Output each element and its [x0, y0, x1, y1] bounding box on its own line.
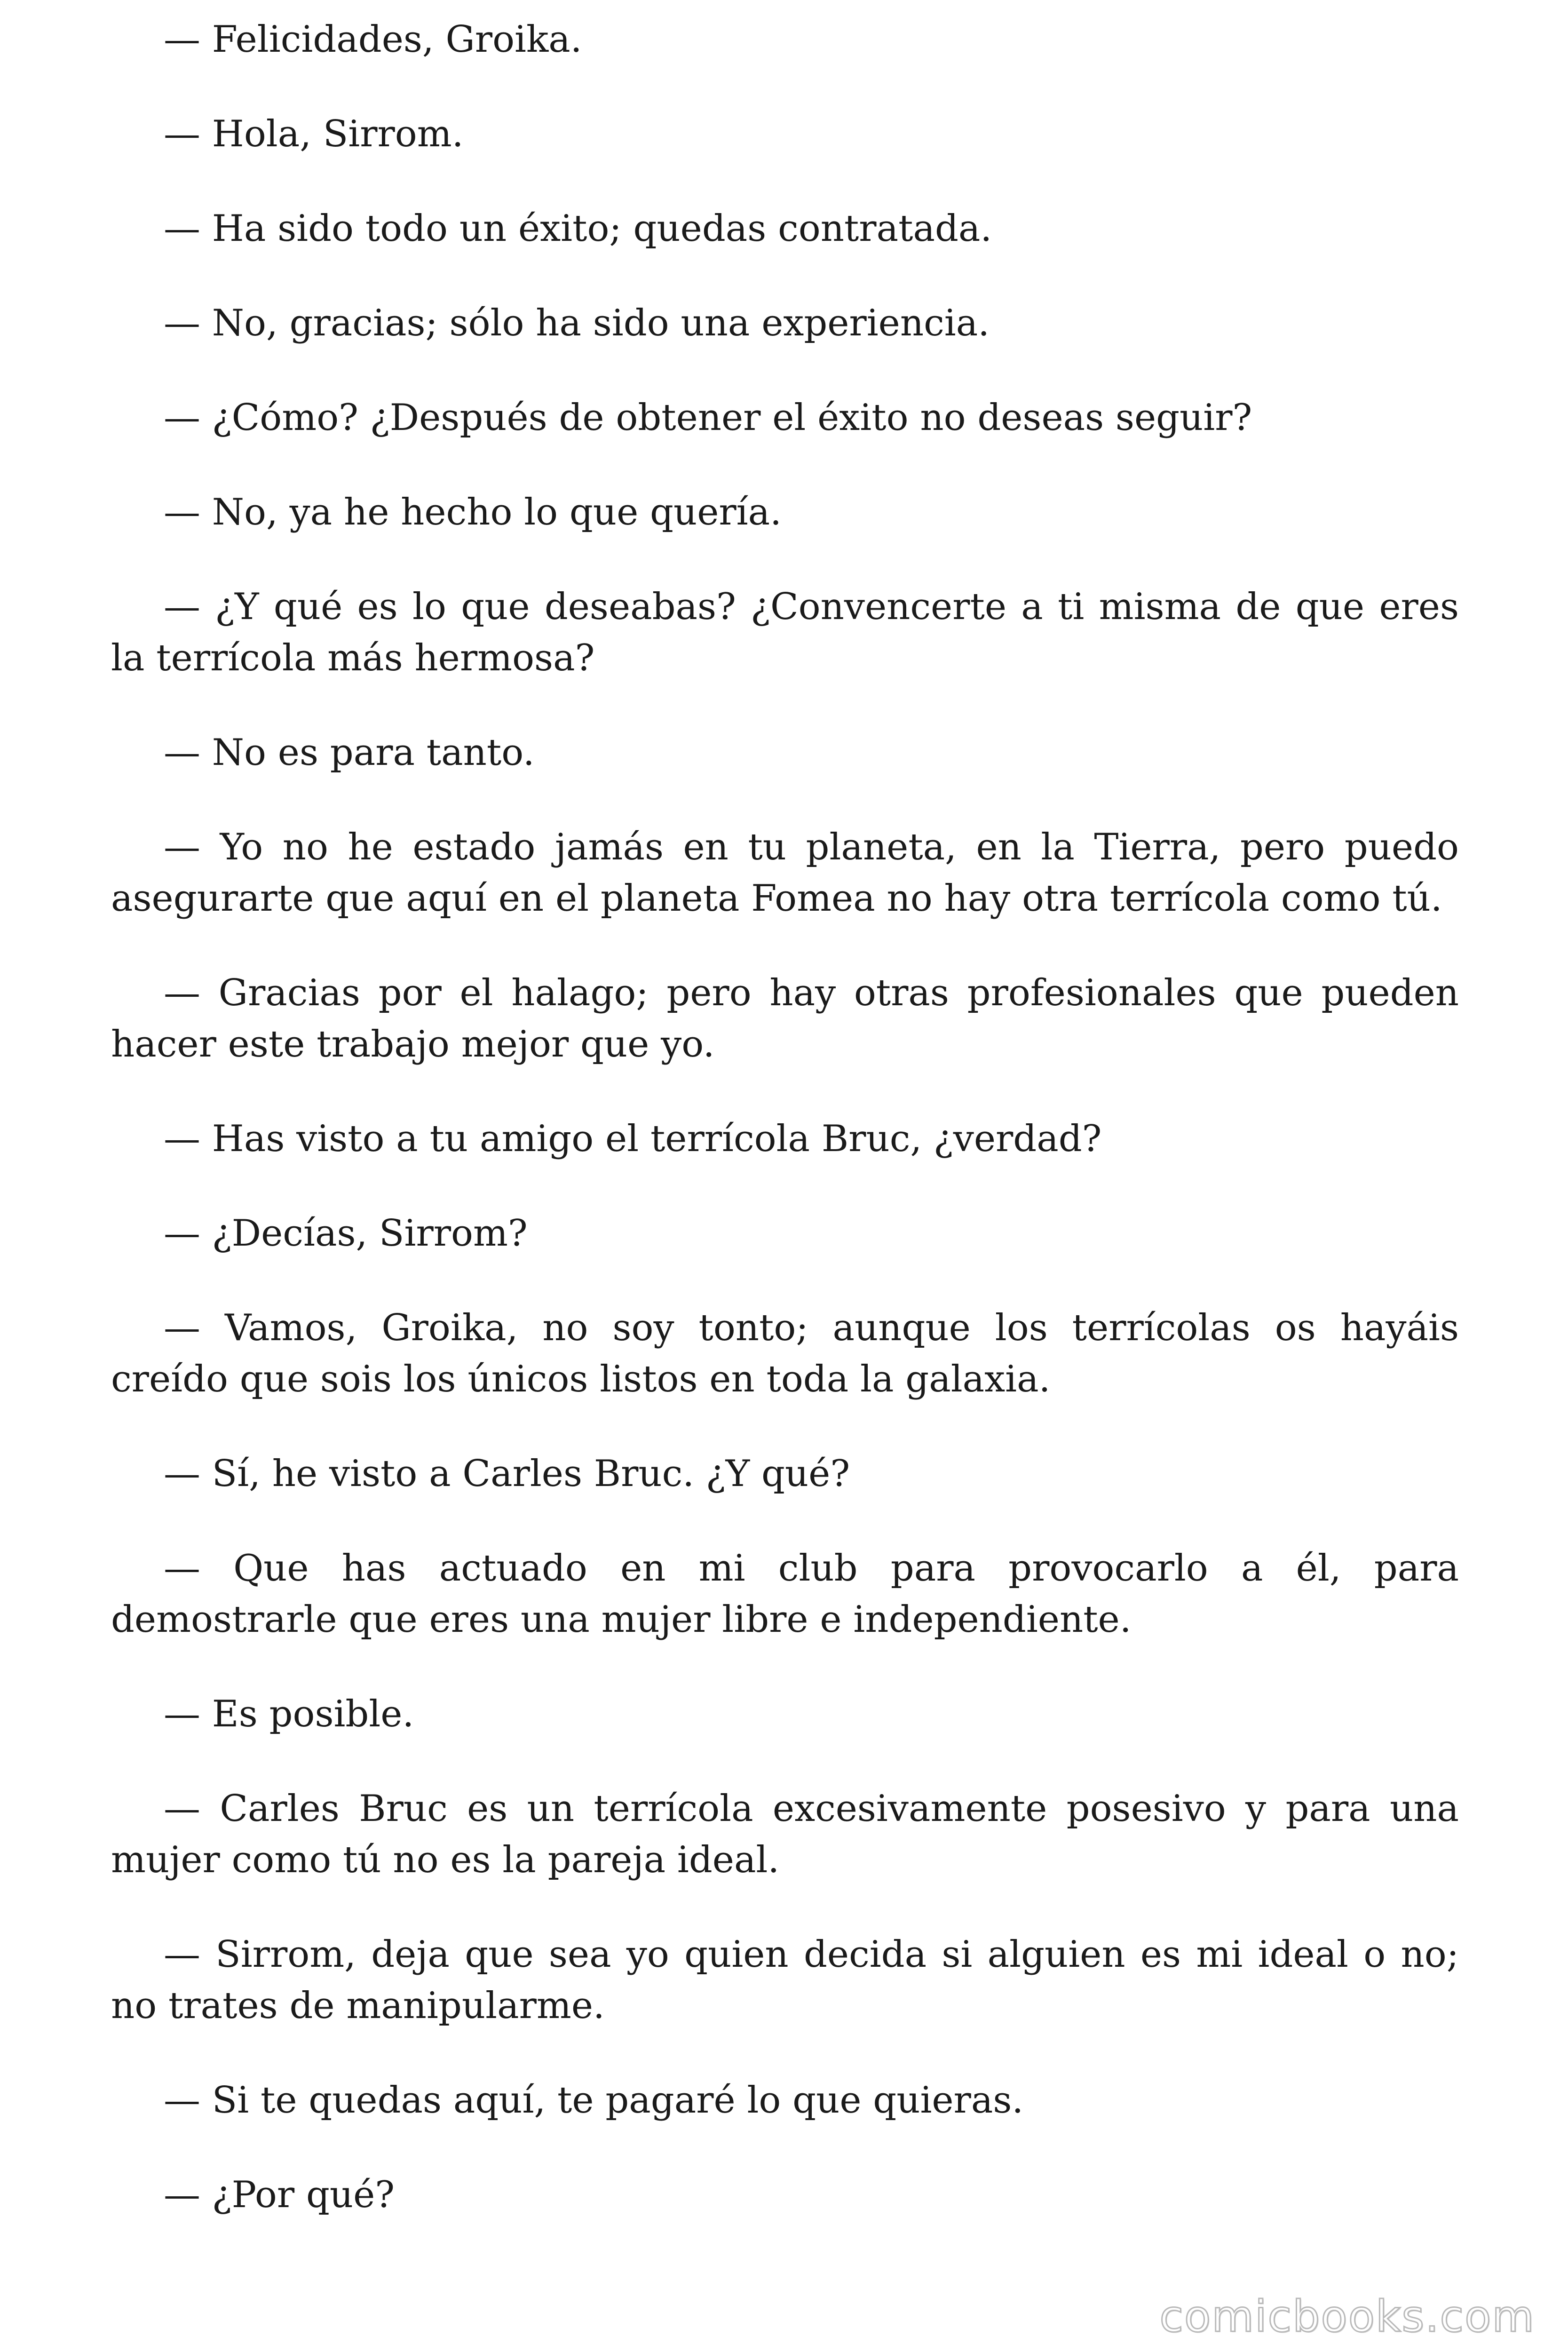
paragraph: — Carles Bruc es un terrícola excesivamente posesivo y para una mujer como tú no es la pareja ideal. [111, 1788, 1459, 1881]
paragraph: — Sí, he visto a Carles Bruc. ¿Y qué? [164, 1453, 850, 1495]
paragraph: — No es para tanto. [164, 731, 535, 774]
paragraph: — Que has actuado en mi club para provocarlo a él, para demostrarle que eres una mujer libre e independiente. [111, 1547, 1459, 1641]
paragraph: — Has visto a tu amigo el terrícola Bruc, ¿verdad? [164, 1118, 1102, 1160]
paragraph: — Yo no he estado jamás en tu planeta, en la Tierra, pero puedo asegurarte que aquí en el planeta Fomea no hay otra terrícola como tú. [111, 826, 1459, 920]
paragraph: — Sirrom, deja que sea yo quien decida si alguien es mi ideal o no; no trates de manipularme. [111, 1933, 1459, 2027]
dialogue-text [111, 14, 1459, 2264]
paragraph: — Hola, Sirrom. [164, 113, 464, 155]
paragraph: — ¿Cómo? ¿Después de obtener el éxito no deseas seguir? [164, 397, 1252, 439]
paragraph: — ¿Y qué es lo que deseabas? ¿Convencerte a ti misma de que eres la terrícola más hermosa? [111, 586, 1459, 679]
watermark: comicbooks.com [1159, 2291, 1535, 2342]
paragraph: — ¿Decías, Sirrom? [164, 1212, 528, 1255]
paragraph: — ¿Por qué? [164, 2174, 395, 2216]
paragraph: — Si te quedas aquí, te pagaré lo que quieras. [164, 2079, 1024, 2122]
paragraph: — No, gracias; sólo ha sido una experiencia. [164, 302, 990, 344]
paragraph: — Es posible. [164, 1693, 414, 1735]
paragraph: — No, ya he hecho lo que quería. [164, 491, 782, 533]
paragraph: — Vamos, Groika, no soy tonto; aunque los terrícolas os hayáis creído que sois los únicos listos en toda la galaxia. [111, 1307, 1459, 1400]
paragraph: — Felicidades, Groika. [164, 18, 582, 61]
paragraph: — Ha sido todo un éxito; quedas contratada. [164, 207, 992, 250]
paragraph: — Gracias por el halago; pero hay otras profesionales que pueden hacer este trabajo mejor que yo. [111, 972, 1459, 1065]
